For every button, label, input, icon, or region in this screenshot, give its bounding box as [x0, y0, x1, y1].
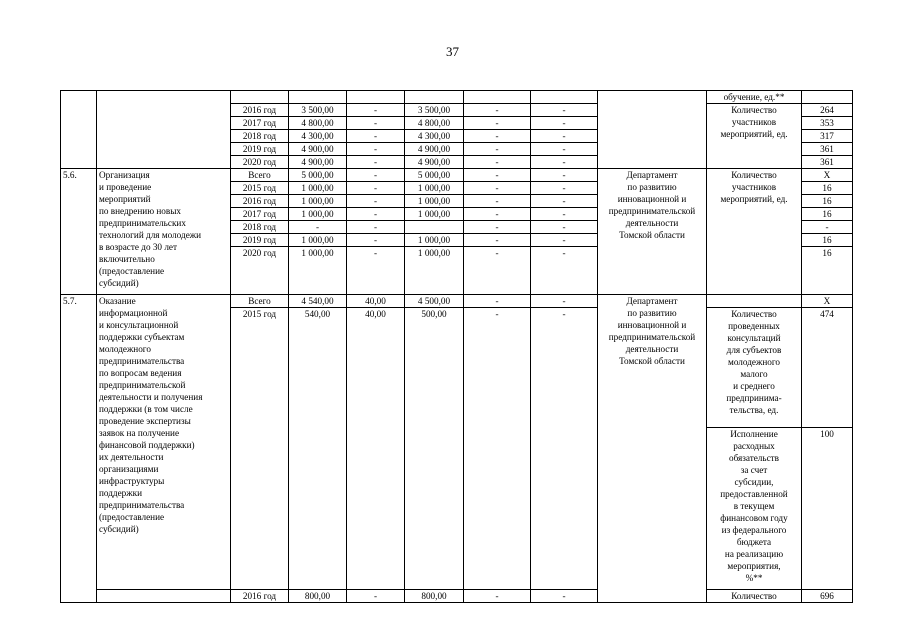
table-row: 2015 год 540,00 40,00 500,00 - - Количество проведенных консультаций для субъектов молодежного малого и среднего предпринима- тельства, ед. 474	[61, 308, 853, 428]
table-row: 2015 год 1 000,00 - 1 000,00 - - 16	[61, 182, 853, 195]
item-name: Оказание информационной и консультационной поддержки субъектам молодежного предпринимательства по вопросам ведения предпринимательской деятельности и получения поддержки (в том числе проведение экспертизы заявок на получение финансовой поддержки) их деятельности организациями инфраструктуры поддержки предпринимательства (предоставление субсидий)	[97, 295, 231, 590]
program-activities-table	[60, 90, 853, 603]
table-row: 2018 год 4 300,00 - 4 300,00 - - 317	[61, 130, 853, 143]
indicator-tail: обучение, ед.**	[707, 91, 802, 104]
item-name-cell	[97, 91, 231, 169]
table-row: 2020 год 1 000,00 - 1 000,00 - - 16	[61, 247, 853, 259]
indicator-name: Количество участников мероприятий, ед.	[707, 169, 802, 295]
table-row: 2019 год 4 900,00 - 4 900,00 - - 361	[61, 143, 853, 156]
indicator-federal-obligations: Исполнение расходных обязательств за счет субсидии, предоставленной в текущем финансовом году из федерального бюджета на реализацию мероприятия, %**	[707, 428, 802, 590]
item-number: 5.6.	[61, 169, 97, 295]
executor-cell	[598, 91, 707, 169]
indicator-name: Количество участников мероприятий, ед.	[707, 104, 802, 169]
table-row: 2016 год 1 000,00 - 1 000,00 - - 16	[61, 195, 853, 208]
table-row: 2018 год - - - - -	[61, 221, 853, 234]
table-row	[61, 91, 853, 104]
item-number: 5.7.	[61, 295, 97, 603]
table-row: 2020 год 4 900,00 - 4 900,00 - - 361	[61, 156, 853, 169]
table-row: 2017 год 4 800,00 - 4 800,00 - - 353	[61, 117, 853, 130]
table-row: 5.6. Организация и проведение мероприятий по внедрению новых предпринимательских технологий для молодежи в возрасте до 30 лет включительно (предоставление субсидий) Всего 5 000,00 - 5 000,00 - - Департамент по развитию инновационной и предпринимательской деятельности Томской области Количество участников мероприятий, ед. X	[61, 169, 853, 182]
table-row: 5.7. Оказание информационной и консультационной поддержки субъектам молодежного предпринимательства по вопросам ведения предпринимательской деятельности и получения поддержки (в том числе проведение экспертизы заявок на получение финансовой поддержки) их деятельности организациями инфраструктуры поддержки предпринимательства (предоставление субсидий) Всего 4 540,00 40,00 4 500,00 - - Департамент по развитию инновационной и предпринимательской деятельности Томской области X	[61, 295, 853, 308]
item-number-cell	[61, 91, 97, 169]
executor: Департамент по развитию инновационной и предпринимательской деятельности Томской области	[598, 295, 707, 603]
indicator-consultations: Количество проведенных консультаций для субъектов молодежного малого и среднего предпринима- тельства, ед.	[707, 308, 802, 428]
table-row: 2017 год 1 000,00 - 1 000,00 - - 16	[61, 208, 853, 221]
table-row: 2016 год 3 500,00 - 3 500,00 - - Количество участников мероприятий, ед. 264	[61, 104, 853, 117]
table-row: 2019 год 1 000,00 - 1 000,00 - - 16	[61, 234, 853, 247]
item-name: Организация и проведение мероприятий по внедрению новых предпринимательских технологий для молодежи в возрасте до 30 лет включительно (предоставление субсидий)	[97, 169, 231, 295]
table-row: Исполнение расходных обязательств за счет субсидии, предоставленной в текущем финансовом году из федерального бюджета на реализацию мероприятия, %** 100	[61, 428, 853, 590]
executor: Департамент по развитию инновационной и предпринимательской деятельности Томской области	[598, 169, 707, 295]
page-number: 37	[446, 44, 459, 59]
table-row: 2016 год 800,00 - 800,00 - - Количество 696	[61, 590, 853, 603]
